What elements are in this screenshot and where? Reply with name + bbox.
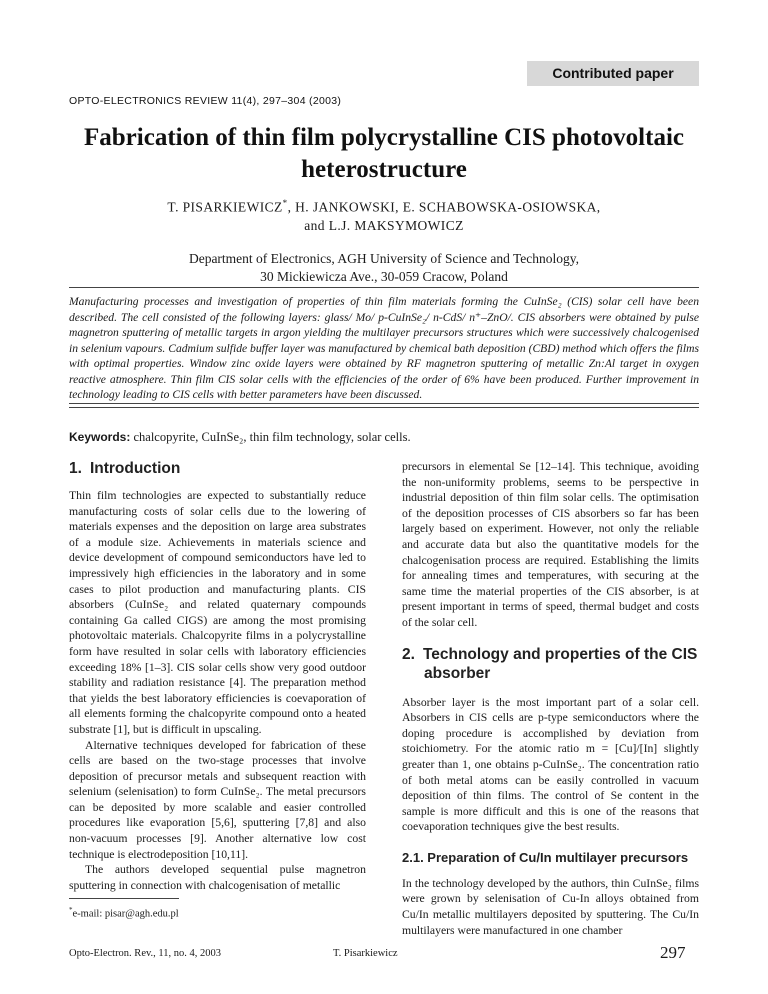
section-2-paragraph-1: Absorber layer is the most important part of a solar cell. Absorbers in CIS cells are p-type semiconductors where the doping procedure is accomplished by deviation from stoichiometry. For the atomic ratio m = [Cu]/[In] slightly greater than 1, one obtains p-CuInSe₂. The concentration ratio of both metal atoms can be easily controlled in vacuum deposition of thin films. The control of Se content in the sample is more difficult and this is one of the reasons that coevaporation techniques give the best results. <box>402 695 699 834</box>
footnote-rule <box>69 898 179 899</box>
section-1-paragraph-1: Thin film technologies are expected to substantially reduce manufacturing costs of solar cells due to the lowering of materials expenses and the deposition on large area substrates of a module size. Achievements in materials science and device development of compound semiconductors have led to impressively high efficiencies in the laboratory and in some cases to pilot production and manufacturing plants. CIS absorbers (CuInSe₂ and related quaternary compounds containing Ga called CIGS) are among the most promising photovoltaic materials. Chalcopyrite films in a polycrystalline form have resulted in solar cells with laboratory efficiencies exceeding 18% [1–3]. CIS solar cells show very good outdoor stability and radiation resistance [4]. The preparation method that yields the best laboratory efficiencies is coevaporation of all elements forming the chalcopyrite compound onto a heated substrate [1], but is difficult in upscaling. <box>69 489 366 736</box>
section-2-1-paragraph-1: In the technology developed by the authors, thin CuInSe₂ films were grown by selenisation of Cu-In alloys obtained from Cu/In metallic multilayers deposited by sputtering. The Cu/In multilayers were manufactured in one chamber <box>402 876 699 937</box>
affiliation-line-1: Department of Electronics, AGH University of Science and Technology, <box>188 251 580 266</box>
footer-journal: Opto-Electron. Rev., 11, no. 4, 2003 <box>69 948 222 959</box>
page-number: 297 <box>660 943 686 962</box>
affiliation-line-2: 30 Mickiewicza Ave., 30-059 Cracow, Poland <box>260 269 508 284</box>
abstract: Manufacturing processes and investigation of properties of thin film materials forming the CuInSe₂ (CIS) solar cell have been described. The cell consisted of the following layers: glass/ Mo/ p-CuInSe₂/ n-CdS/ n⁺–ZnO/. CIS absorbers were obtained by pulse magnetron sputtering of metallic targets in argon yielding the multilayer precursors structures which were successively chalcogenised in selenium vapours. Cadmium sulfide buffer layer was manufactured by chemical bath deposition (CBD) method which offers the films with optimal properties. Window zinc oxide layers were obtained by RF magnetron sputtering of metallic Zn:Al target in oxygen reactive atmosphere. Thin film CIS solar cells with the efficiencies of the order of 6% have been produced. Further improvement in technology leading to CIS cells with better parameters have been discussed. <box>69 295 699 401</box>
abstract-bottom-rule-2 <box>69 407 699 408</box>
keywords <box>69 430 411 445</box>
author-corresponding: T. PISARKIEWICZ <box>167 199 283 215</box>
paper-title <box>69 122 699 186</box>
column-2-paragraph-1: precursors in elemental Se [12–14]. This technique, avoiding the non-uniformity problems, seems to be perspective in industrial deposition of thin film solar cells. The optimisation of the deposition processes of CIS absorbers so far has been largely based on experiment. However, not only the reliable and accurate data but also the quantitative models for the chalcogenisation process are required. Establishing the limits for annealing times and temperatures, with securing at the same time the material properties of the CIS absorber, is at present important in terms of speed, thermal budget and costs of the solar cell. <box>402 460 699 629</box>
title-line-2: heterostructure <box>301 156 467 183</box>
footer-author: T. Pisarkiewicz <box>333 948 398 959</box>
authors-line-2: and L.J. MAKSYMOWICZ <box>304 217 464 233</box>
article-type-badge: Contributed paper <box>527 61 699 86</box>
keywords-label: Keywords: <box>69 430 131 444</box>
footnote <box>69 906 179 920</box>
title-line-1: Fabrication of thin film polycrystalline CIS photovoltaic <box>84 124 684 151</box>
section-1-paragraph-3: The authors developed sequential pulse magnetron sputtering in connection with chalcogenisation of metallic <box>69 863 366 892</box>
authors-rest: , H. JANKOWSKI, E. SCHABOWSKA-OSIOWSKA, <box>287 199 601 215</box>
abstract-bottom-rule-1 <box>69 403 699 404</box>
affiliation <box>69 250 699 286</box>
left-column <box>69 459 366 893</box>
author-list <box>69 194 699 235</box>
section-2-title-line-1: Technology and properties of the CIS <box>422 645 698 663</box>
right-column <box>402 459 699 938</box>
section-2-number: 2. <box>402 645 415 663</box>
section-1-heading <box>69 459 366 478</box>
footnote-email: e-mail: pisar@agh.edu.pl <box>72 908 179 920</box>
section-2-heading <box>402 645 699 683</box>
keywords-text: chalcopyrite, CuInSe₂, thin film technology, solar cells. <box>130 430 411 444</box>
section-2-title-line-2: absorber <box>424 664 491 682</box>
section-1-number: 1. <box>69 460 82 477</box>
section-1-title: Introduction <box>89 460 181 477</box>
section-1-paragraph-2: Alternative techniques developed for fabrication of these cells are based on the two-stage processes that involve deposition of precursor metals and subsequent reaction with selenium (selenisation) to form CuInSe₂. The metal precursors can be deposited by more scalable and easier controlled procedures like evaporation [5,6], sputtering [7,8] and also non-vacuum processes [9]. Another alternative low cost technique is electrodeposition [10,11]. <box>69 738 366 861</box>
journal-citation: OPTO-ELECTRONICS REVIEW 11(4), 297–304 (2003) <box>69 95 342 107</box>
corresponding-mark: * <box>282 198 288 208</box>
section-2-1-heading: 2.1. Preparation of Cu/In multilayer precursors <box>402 849 689 865</box>
footnote-mark: * <box>69 906 73 914</box>
abstract-top-rule <box>69 287 699 288</box>
